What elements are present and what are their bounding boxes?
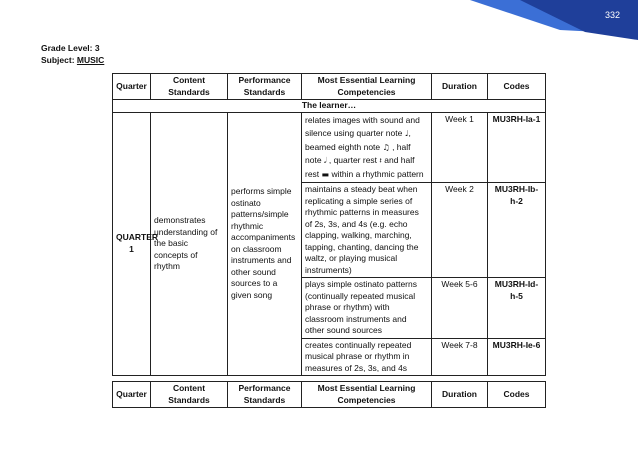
repeated-header-table [112, 381, 546, 408]
header-codes: Codes [488, 74, 546, 100]
header-quarter: Quarter [113, 74, 151, 100]
grade-level: Grade Level: 3 [41, 43, 100, 53]
duration-cell: Week 1 [432, 112, 488, 183]
header-duration: Duration [432, 382, 488, 408]
curriculum-table [112, 73, 546, 376]
content-standard-cell: demonstrates understanding of the basic concepts of rhythm [151, 112, 228, 376]
competency-cell: relates images with sound and silence using quarter note ♩, beamed eighth note ♫ , half note 𝅗𝅥 , quarter rest 𝄽 and half rest ▬ within a rhythmic pattern [302, 112, 432, 183]
half-rest-icon: ▬ [321, 169, 330, 179]
subject-label: Subject: [41, 55, 75, 65]
beamed-eighth-note-icon: ♫ [382, 142, 390, 152]
header-row [113, 74, 546, 100]
header-content-standards: Content Standards [151, 382, 228, 408]
duration-cell: Week 5-6 [432, 278, 488, 339]
learner-row [113, 100, 546, 113]
corner-decoration [0, 0, 638, 40]
document-meta [41, 42, 104, 66]
code-cell: MU3RH-Ib-h-2 [488, 183, 546, 278]
subject-line [41, 54, 104, 66]
half-note-icon: 𝅗𝅥 [323, 156, 327, 165]
header-row [113, 382, 546, 408]
code-cell: MU3RH-Ie-6 [488, 338, 546, 376]
competency-cell: creates continually repeated musical phrase or rhythm in measures of 2s, 3s, and 4s [302, 338, 432, 376]
table-row [113, 112, 546, 183]
page-number: 332 [604, 10, 620, 20]
header-performance-standards: Performance Standards [228, 74, 302, 100]
competency-cell: maintains a steady beat when replicating a simple series of rhythmic patterns in measures of 2s, 3s, and 4s (e.g. echo clapping, walking, marching, tapping, chanting, dancing the waltz, or playing musical instruments) [302, 183, 432, 278]
header-duration: Duration [432, 74, 488, 100]
competency-cell: plays simple ostinato patterns (continually repeated musical phrase or rhythm) with classroom instruments and other sound sources [302, 278, 432, 339]
quarter-note-icon: ♩ [404, 129, 409, 138]
header-performance-standards: Performance Standards [228, 382, 302, 408]
code-cell: MU3RH-Id-h-5 [488, 278, 546, 339]
code-cell: MU3RH-Ia-1 [488, 112, 546, 183]
duration-cell: Week 2 [432, 183, 488, 278]
header-competencies: Most Essential Learning Competencies [302, 74, 432, 100]
header-competencies: Most Essential Learning Competencies [302, 382, 432, 408]
subject-value: MUSIC [76, 55, 105, 65]
quarter-rest-icon: 𝄽 [379, 156, 382, 165]
header-codes: Codes [488, 382, 546, 408]
performance-standard-cell: performs simple ostinato patterns/simple rhythmic accompaniments on classroom instruments and other sound sources to a given song [228, 112, 302, 376]
duration-cell: Week 7-8 [432, 338, 488, 376]
quarter-cell: QUARTER 1 [113, 112, 151, 376]
header-content-standards: Content Standards [151, 74, 228, 100]
the-learner-label: The learner… [113, 100, 546, 113]
header-quarter: Quarter [113, 382, 151, 408]
